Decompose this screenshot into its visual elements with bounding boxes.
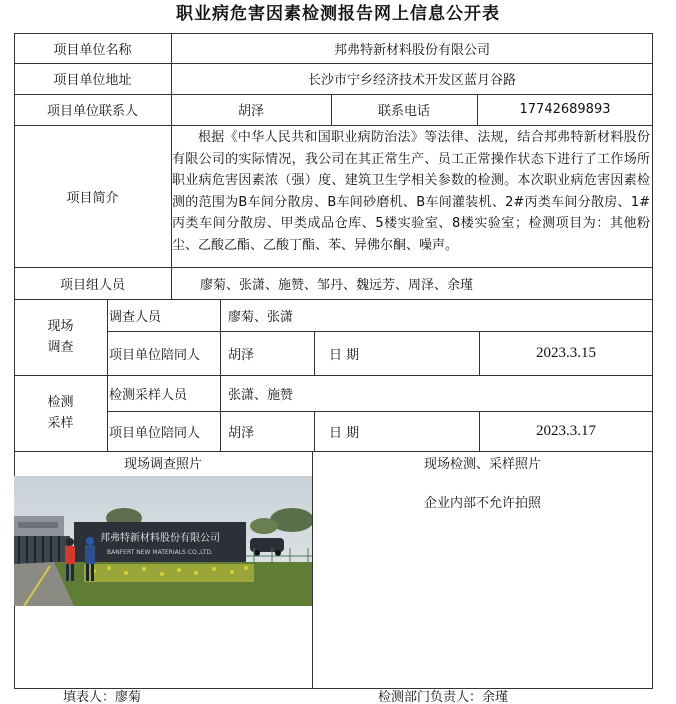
survey-date-label: 日 期 <box>329 347 360 363</box>
filler: 填表人：廖菊 <box>63 690 142 704</box>
unit-address-value: 长沙市宁乡经济技术开发区蓝月谷路 <box>307 73 516 88</box>
members-label: 项目组人员 <box>59 277 125 293</box>
members-value: 廖菊、张潇、施赞、邹丹、魏远芳、周泽、余瑾 <box>200 277 474 293</box>
sign-text-en: BANFERT NEW MATERIALS CO.,LTD. <box>107 549 213 556</box>
survey-date-value: 2023.3.15 <box>536 344 596 361</box>
sampling-photo-label: 现场检测、采样照片 <box>423 456 541 472</box>
sampling-date-value: 2023.3.17 <box>536 422 596 439</box>
investigator-label: 调查人员 <box>109 309 162 325</box>
phone-label: 联系电话 <box>377 104 430 119</box>
survey-photo <box>14 476 312 606</box>
phone-value: 17742689893 <box>519 102 611 117</box>
sampling-label <box>14 375 107 451</box>
survey-companion-value: 胡泽 <box>228 347 255 363</box>
contact-label: 项目单位联系人 <box>46 104 138 119</box>
survey-photo-scene <box>14 476 312 606</box>
sampling-companion-value: 胡泽 <box>228 425 255 441</box>
contact-value: 胡泽 <box>237 104 264 119</box>
survey-label-text: 现场调查 <box>47 319 74 355</box>
sampling-label-text: 检测采样 <box>47 395 74 431</box>
sampling-photo-note: 企业内部不允许拍照 <box>423 495 541 511</box>
unit-name-label: 项目单位名称 <box>53 42 132 58</box>
sampler-label: 检测采样人员 <box>109 387 188 403</box>
sampling-companion-label: 项目单位陪同人 <box>109 425 201 441</box>
sampler-value: 张潇、施赞 <box>228 387 294 403</box>
info-table <box>14 33 653 689</box>
unit-address-label: 项目单位地址 <box>53 73 132 88</box>
brief-label: 项目简介 <box>66 190 119 206</box>
department-manager: 检测部门负责人：余瑾 <box>378 690 509 704</box>
brief-text: 根据《中华人民共和国职业病防治法》等法律、法规，结合邦弗特新材料股份有限公司的实际情况，我公司在其正常生产、员工正常操作状态下进行了工作场所职业病危害因素浓（强）度、建筑卫生学相关参数的检测。本次职业病危害因素检测的范围为B车间分散房、B车间砂磨机、B车间灌装机、2#丙类车间分散房、1#丙类车间分散房、甲类成品仓库、5楼实验室、8楼实验室；检测项目为：其他粉尘、乙酸乙酯、乙酸丁酯、苯、异佛尔酮、噪声。 <box>172 130 650 253</box>
page-title: 职业病危害因素检测报告网上信息公开表 <box>176 4 500 24</box>
survey-label <box>14 299 107 375</box>
survey-companion-label: 项目单位陪同人 <box>109 347 201 363</box>
unit-name-value: 邦弗特新材料股份有限公司 <box>333 42 490 58</box>
survey-photo-label: 现场调查照片 <box>123 456 202 472</box>
sampling-date-label: 日 期 <box>329 425 360 441</box>
investigator-value: 廖菊、张潇 <box>228 309 294 325</box>
sign-text: 邦弗特新材料股份有限公司 <box>100 533 220 544</box>
